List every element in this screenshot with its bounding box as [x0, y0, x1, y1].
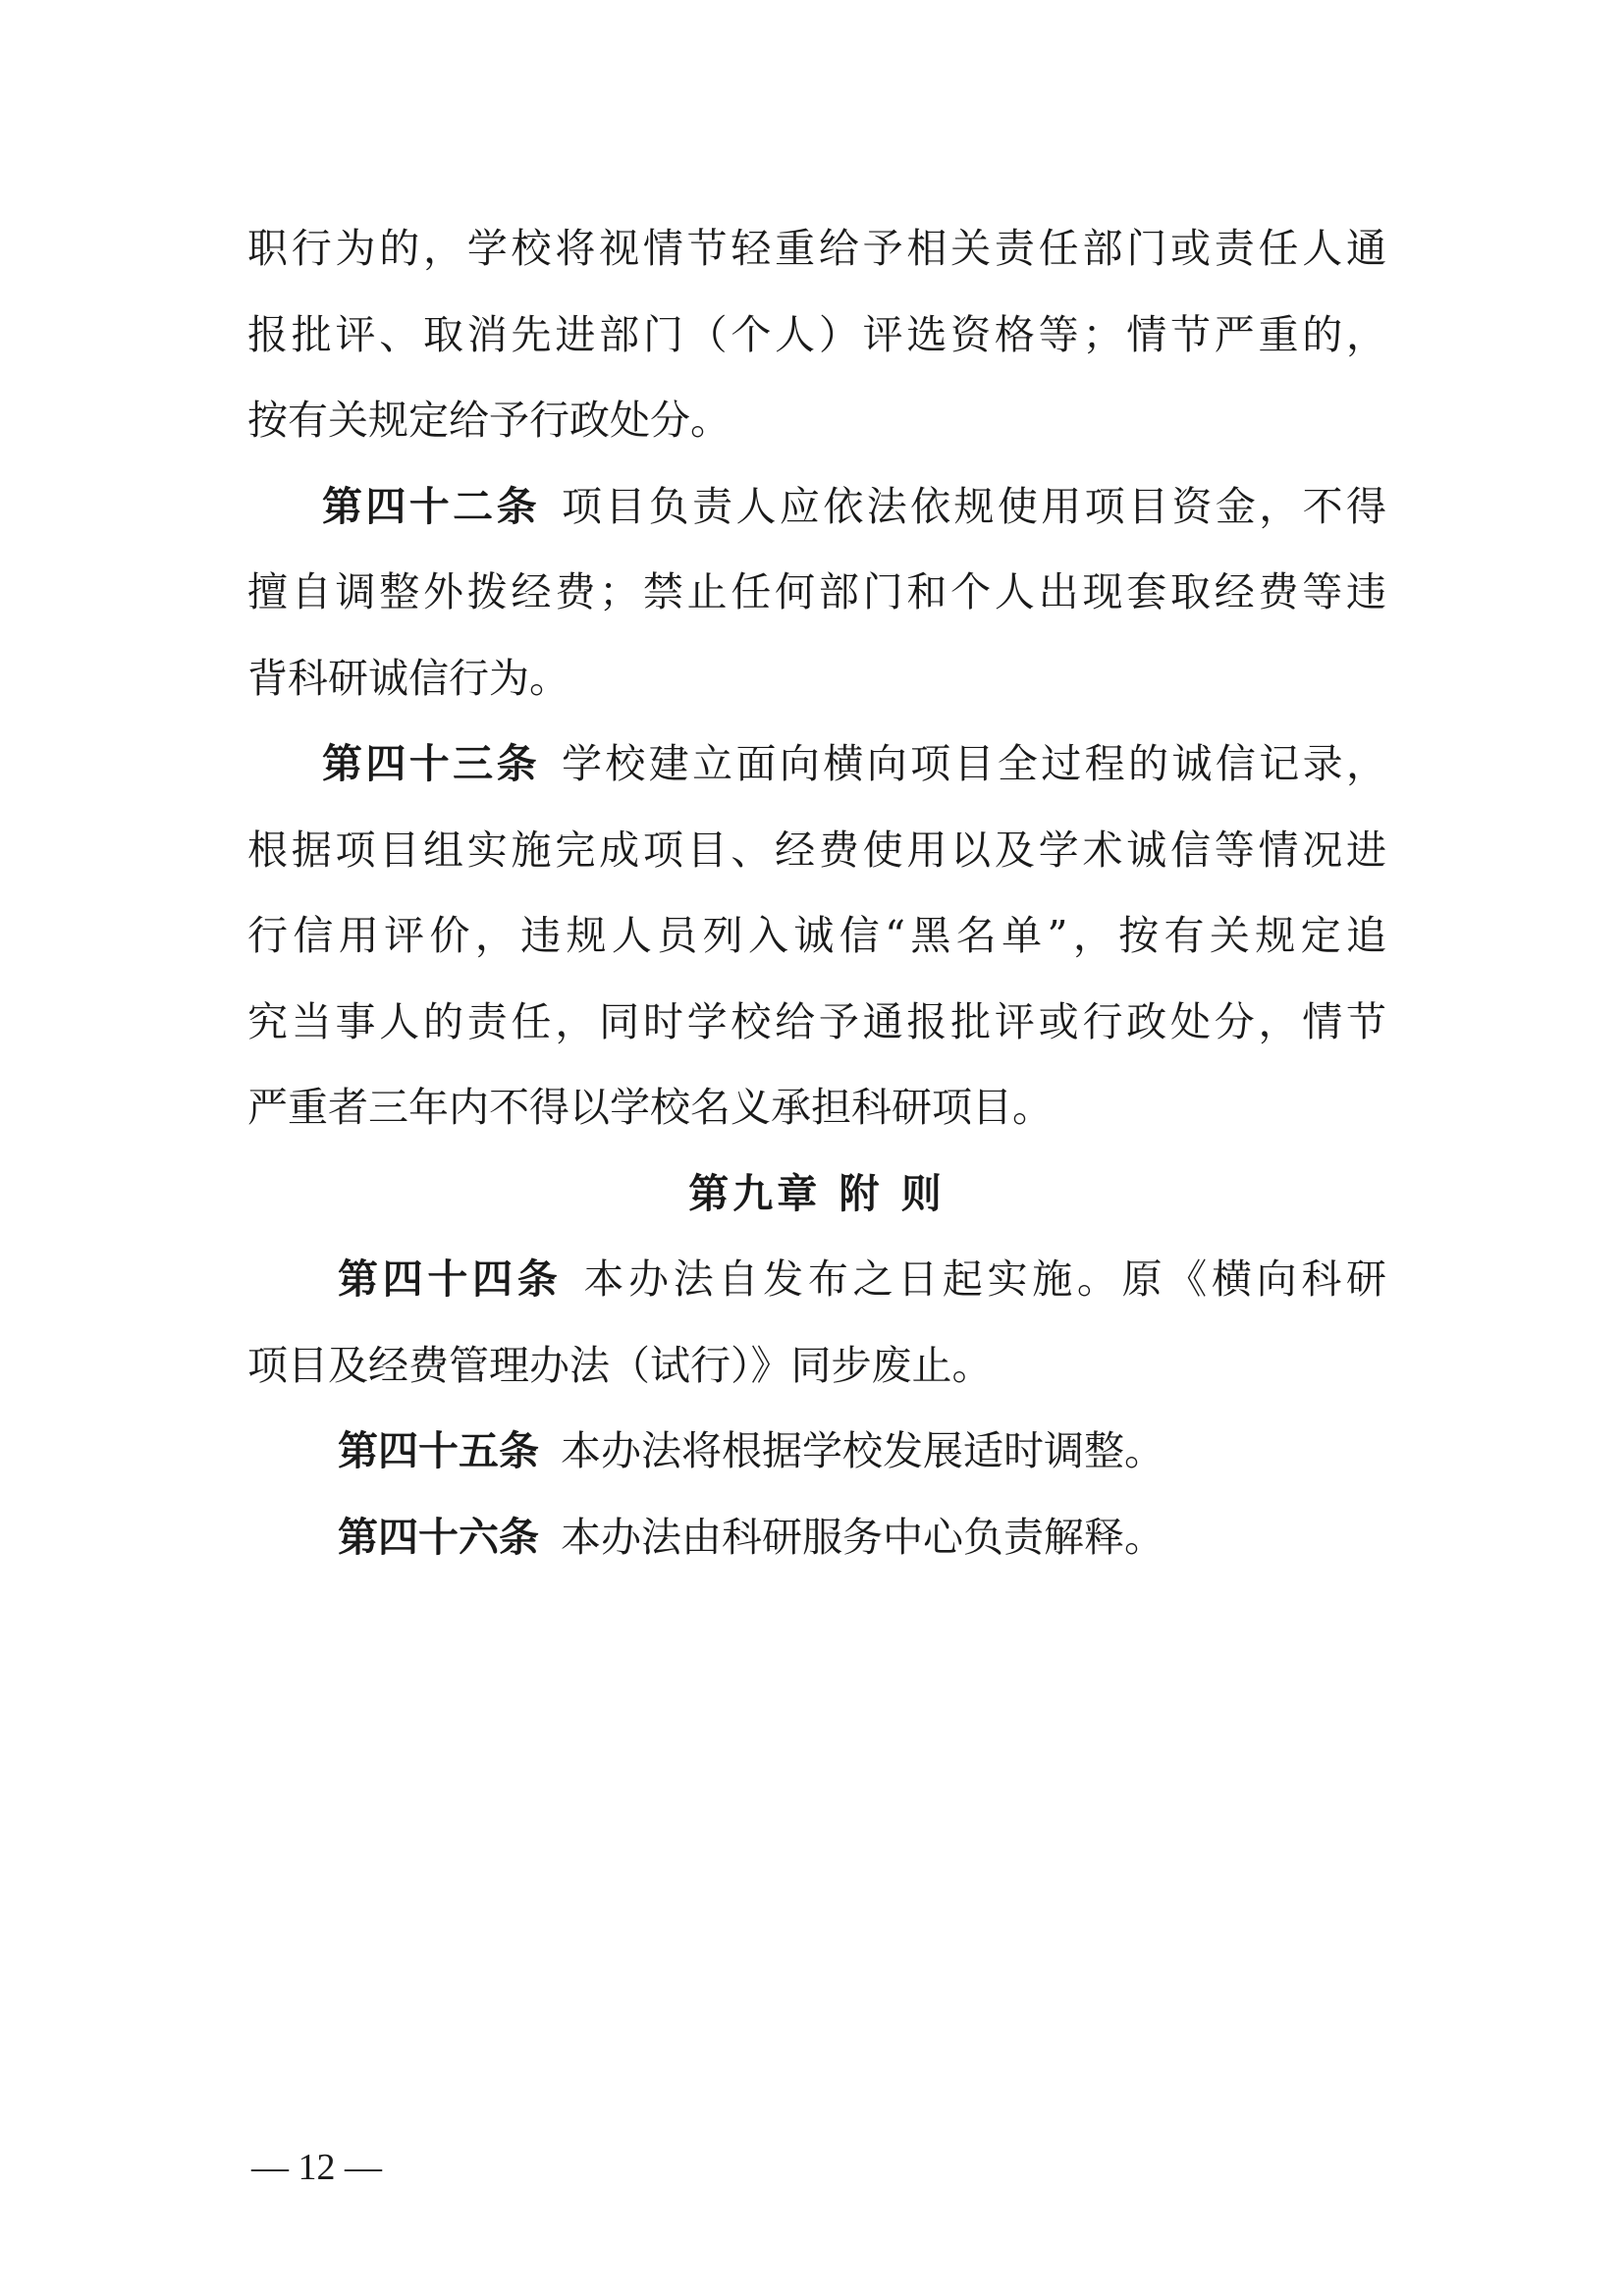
- article-43-line-5: 严重者三年内不得以学校名义承担科研项目。: [247, 1084, 1053, 1131]
- article-43-line-3: 行信用评价，违规人员列入诚信“黑名单”，按有关规定追: [247, 912, 1386, 959]
- article-42-text-1: 项目负责人应依法依规使用项目资金，不得: [561, 482, 1386, 530]
- article-43-line-1: [247, 721, 1386, 808]
- article-42-line-1: [247, 464, 1386, 551]
- article-45-line-1: [247, 1409, 1386, 1495]
- article-46: [247, 1495, 1386, 1581]
- article-44-line-2: 项目及经费管理办法（试行）》同步废止。: [247, 1341, 993, 1389]
- article-45-label: 第四十五条: [338, 1427, 539, 1474]
- article-43-line-4: 究当事人的责任，同时学校给予通报批评或行政处分，情节: [247, 997, 1386, 1045]
- article-46-line-1: [247, 1495, 1386, 1581]
- article-45-text: 本办法将根据学校发展适时调整。: [561, 1427, 1164, 1474]
- document-body: [247, 206, 1386, 1580]
- continuation-line-1: 职行为的，学校将视情节轻重给予相关责任部门或责任人通: [247, 225, 1386, 272]
- article-43: [247, 721, 1386, 1151]
- article-44-text-1: 本办法自发布之日起实施。原《横向科研: [583, 1255, 1386, 1303]
- article-42-line-2: 擅自调整外拨经费；禁止任何部门和个人出现套取经费等违: [247, 568, 1386, 615]
- article-43-line-2: 根据项目组实施完成项目、经费使用以及学术诚信等情况进: [247, 826, 1386, 874]
- article-44: [247, 1237, 1386, 1409]
- chapter-9-title: 第九章 附 则: [688, 1169, 946, 1217]
- article-46-label: 第四十六条: [338, 1513, 539, 1561]
- article-43-label: 第四十三条: [322, 740, 540, 787]
- article-46-text: 本办法由科研服务中心负责解释。: [561, 1513, 1164, 1561]
- continuation-line-2: 报批评、取消先进部门（个人）评选资格等；情节严重的，: [247, 310, 1386, 358]
- article-44-line-1: [247, 1237, 1386, 1323]
- article-42-line-3: 背科研诚信行为。: [247, 654, 569, 702]
- article-45: [247, 1409, 1386, 1495]
- article-44-label: 第四十四条: [338, 1255, 563, 1303]
- article-43-text-1: 学校建立面向横向项目全过程的诚信记录，: [561, 740, 1386, 787]
- article-42: [247, 464, 1386, 722]
- page-number: — 12 —: [251, 2147, 382, 2188]
- article-42-label: 第四十二条: [322, 482, 540, 530]
- continuation-line-3: 按有关规定给予行政处分。: [247, 397, 731, 444]
